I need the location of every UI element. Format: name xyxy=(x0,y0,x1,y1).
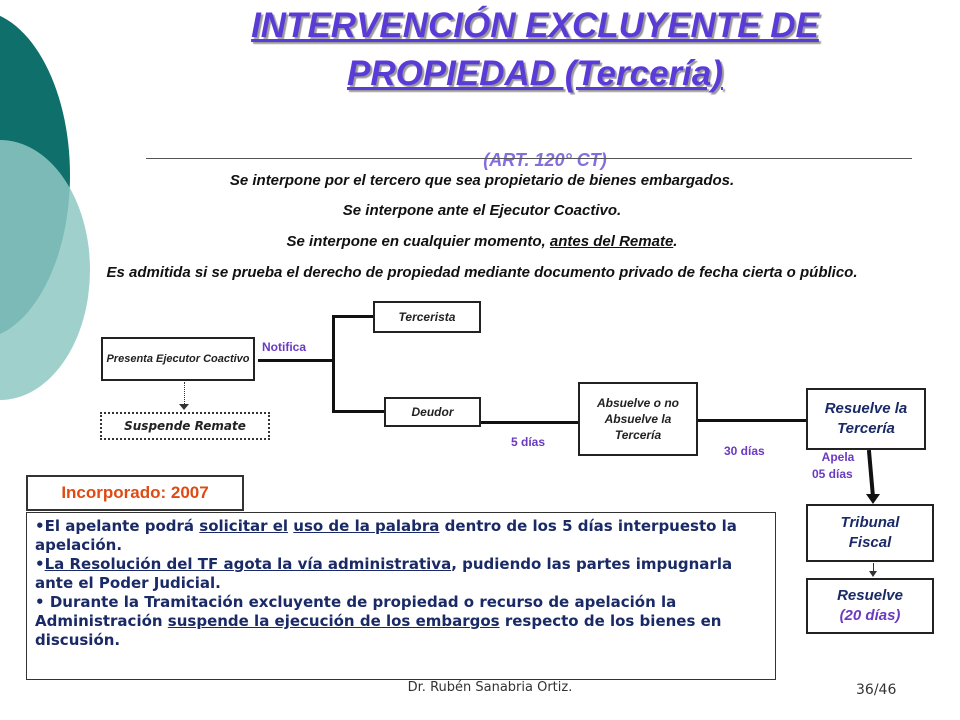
intro-line-4: Es admitida si se prueba el derecho de propiedad mediante documento privado de fecha cierta o público. xyxy=(106,264,858,281)
note-3-underlined: suspende la ejecución de los embargos xyxy=(167,612,500,630)
connector-absuelve-resuelve xyxy=(698,419,806,422)
presenta-ejecutor-box: Presenta Ejecutor Coactivo xyxy=(101,337,255,381)
notifica-label: Notifica xyxy=(262,340,307,354)
note-bullet-1: •El apelante podrá solicitar el uso de la palabra dentro de los 5 días interpuesto la apelación. xyxy=(35,517,737,554)
arrow-down-icon xyxy=(866,494,880,504)
arrow-down-icon xyxy=(869,571,877,577)
incorporado-badge: Incorporado: 2007 xyxy=(26,475,244,511)
treinta-dias-label: 30 días xyxy=(724,444,765,458)
deudor-box: Deudor xyxy=(384,397,481,427)
intro-line-3-end: . xyxy=(673,233,678,250)
article-reference: (ART. 120° CT) xyxy=(483,150,607,170)
note-1-underlined-a: solicitar el xyxy=(199,517,289,535)
note-bullet-3: • Durante la Tramitación excluyente de propiedad o recurso de apelación la Administración suspende la ejecución de los embargos respecto de los bienes en discusión. xyxy=(35,593,722,649)
suspende-remate-box: Suspende Remate xyxy=(100,412,270,440)
resuelve-final-box xyxy=(806,578,934,634)
slide-title xyxy=(150,2,920,98)
intro-line-1: Se interpone por el tercero que sea propietario de bienes embargados. xyxy=(229,172,735,189)
note-2-underlined: La Resolución del TF agota la vía administrativa xyxy=(44,555,452,573)
note-2-text: , pudiendo las partes impugnarla ante el Poder Judicial. xyxy=(35,555,733,592)
connector-deudor-absuelve xyxy=(481,421,579,424)
cinco-dias-label: 5 días xyxy=(511,435,546,449)
tribunal-fiscal-box: Tribunal Fiscal xyxy=(806,504,934,562)
notes-box xyxy=(26,512,776,680)
connector-branch xyxy=(332,316,335,412)
note-1-underlined-b: uso de la palabra xyxy=(293,517,440,535)
connector-notifica xyxy=(258,359,332,362)
apela-label-line1: Apela xyxy=(821,450,855,464)
footer-author: Dr. Rubén Sanabria Ortiz. xyxy=(407,680,573,695)
note-bullet-2: •La Resolución del TF agota la vía administrativa, pudiendo las partes impugnarla ante el Poder Judicial. xyxy=(35,555,733,592)
title-line-1: INTERVENCIÓN EXCLUYENTE DE xyxy=(251,6,819,45)
connector-tercerista xyxy=(332,315,374,318)
intro-line-3 xyxy=(14,232,950,252)
connector-apela xyxy=(867,450,875,498)
intro-line-3-underlined: antes del Remate xyxy=(549,233,674,250)
divider-line xyxy=(146,158,912,159)
resuelve-final-title: Resuelve xyxy=(837,587,903,604)
note-3-text-a: Durante la Tramitación excluyente de propiedad o recurso de apelación la Administración xyxy=(35,593,677,630)
note-3-text-b: respecto de los bienes en discusión. xyxy=(35,612,722,649)
resuelve-final-days: (20 días) xyxy=(839,607,901,624)
connector-deudor xyxy=(332,410,384,413)
page-number: 36/46 xyxy=(856,682,897,698)
resuelve-terceria-box: Resuelve la Tercería xyxy=(806,388,926,450)
intro-line-2: Se interpone ante el Ejecutor Coactivo. xyxy=(342,202,622,219)
absuelve-box: Absuelve o no Absuelve la Tercería xyxy=(578,382,698,456)
tercerista-box: Tercerista xyxy=(373,301,481,333)
title-line-2: PROPIEDAD (Tercería) xyxy=(346,54,724,93)
arrow-down-icon xyxy=(179,404,189,410)
apela-label xyxy=(818,450,858,465)
note-1-text-a: El apelante podrá xyxy=(44,517,200,535)
apela-days-label: 05 días xyxy=(812,467,853,481)
intro-line-3-text: Se interpone en cualquier momento, xyxy=(286,233,550,250)
note-1-text-b: dentro de los 5 días interpuesto la apelación. xyxy=(35,517,737,554)
